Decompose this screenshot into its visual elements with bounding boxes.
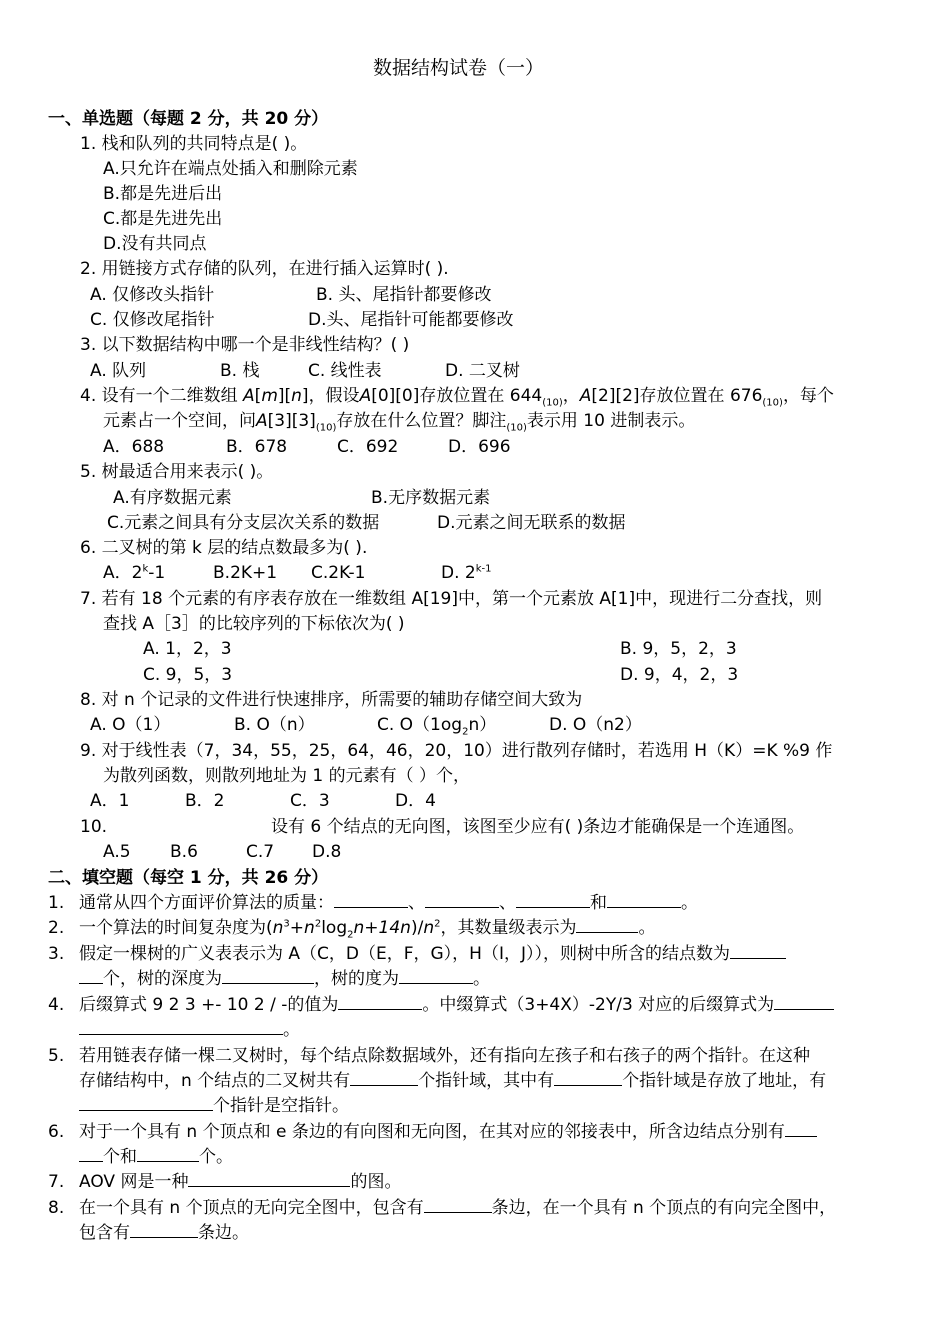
question-1-stem: 1. 栈和队列的共同特点是( )。 [80,134,308,154]
fill-6-line1: 对于一个具有 n 个顶点和 e 条边的有向图和无向图，在其对应的邻接表中，所含边结点分别有 [79,1121,817,1143]
question-3-option-d: D. 二叉树 [445,361,520,381]
question-1-option-a: A.只允许在端点处插入和删除元素 [103,159,358,179]
question-10-option-c: C.7 [246,842,275,862]
question-8-option-d: D. O（n2） [549,715,642,735]
fill-7-number: 7. [48,1172,65,1192]
question-5-stem: 5. 树最适合用来表示( )。 [80,462,274,482]
question-1-option-d: D.没有共同点 [103,234,207,254]
question-8-stem: 8. 对 n 个记录的文件进行快速排序，所需要的辅助存储空间大致为 [80,690,583,710]
fill-4-line1: 后缀算式 9 2 3 +- 10 2 / -的值为 。中缀算式（3+4X）-2Y/3 对应的后缀算式为 [79,994,834,1016]
fill-8-number: 8. [48,1198,65,1218]
fill-5-line2: 存储结构中，n 个结点的二叉树共有 个指针域，其中有 个指针域是存放了地址，有 [79,1071,827,1091]
fill-6-number: 6. [48,1122,65,1142]
question-7-option-b: B. 9，5，2，3 [620,639,737,659]
fill-4-line2: 。 [79,1019,300,1041]
fill-5-line1: 若用链表存储一棵二叉树时，每个结点除数据域外，还有指向左孩子和右孩子的两个指针。在这种 [79,1046,810,1066]
question-10-option-b: B.6 [170,842,198,862]
question-2-option-d: D.头、尾指针可能都要修改 [308,310,514,330]
question-8-option-b: B. O（n） [234,715,315,735]
fill-6-line2: 个和 个。 [79,1146,233,1168]
question-6-option-d: D. 2$^{k-1}$ [441,563,492,583]
fill-2-text: 一个算法的时间复杂度为$(n^3+n^2\log_2n+14n)/n^2$，其数量级表示为 。 [79,918,656,941]
question-9-option-d: D．4 [395,791,436,811]
question-10-number: 10. [80,817,108,837]
fill-7-text: AOV 网是一种 的图。 [79,1172,402,1192]
question-3-option-a: A. 队列 [90,361,147,381]
question-9-option-b: B．2 [185,791,225,811]
question-7-stem-line2: 查找 A［3］的比较序列的下标依次为( ) [103,614,405,634]
question-8-option-c: C. $O(1og_2n)$ [377,715,497,738]
question-5-option-b: B.无序数据元素 [371,488,491,508]
fill-5-line3: 个指针是空指针。 [79,1095,349,1117]
question-2-option-c: C. 仅修改尾指针 [90,310,215,330]
question-9-option-c: C．3 [290,791,330,811]
question-4-option-a: A．688 [103,437,165,457]
question-4-stem-line2: 元素占一个空间，问$A[3][3]_{(10)}$存放在什么位置？脚注$_{(10)}$表示用 10 进制表示。 [103,411,696,434]
fill-3-number: 3. [48,944,65,964]
question-5-option-d: D.元素之间无联系的数据 [437,513,626,533]
question-10-stem: 设有 6 个结点的无向图，该图至少应有( )条边才能确保是一个连通图。 [271,817,805,837]
question-2-stem: 2. 用链接方式存储的队列，在进行插入运算时( ). [80,259,449,279]
question-2-option-a: A. 仅修改头指针 [90,285,215,305]
question-7-option-a: A. 1，2，3 [143,639,232,659]
question-5-option-a: A.有序数据元素 [113,488,232,508]
fill-2-number: 2. [48,918,65,938]
section-heading-fill-in: 二、填空题（每空 1 分，共 26 分） [48,868,329,888]
question-8-option-a: A. O（1） [90,715,171,735]
question-5-option-c: C.元素之间具有分支层次关系的数据 [107,513,380,533]
question-4-option-c: C．692 [337,437,399,457]
question-3-option-c: C. 线性表 [308,361,382,381]
question-2-option-b: B. 头、尾指针都要修改 [316,285,492,305]
fill-1-text: 通常从四个方面评价算法的质量： 、 、 和 。 [79,893,698,913]
question-9-stem-line1: 9. 对于线性表（7，34，55，25，64，46，20，10）进行散列存储时，若选用 H（K）=K %9 作 [80,741,833,761]
question-3-stem: 3. 以下数据结构中哪一个是非线性结构？( ) [80,335,410,355]
question-9-stem-line2: 为散列函数，则散列地址为 1 的元素有（ ）个， [103,766,471,786]
question-6-option-a: A．2$^k$-1 [103,563,166,583]
fill-8-line2: 包含有 条边。 [79,1223,249,1243]
question-10-option-a: A.5 [103,842,131,862]
page-title: 数据结构试卷（一） [373,57,545,79]
question-6-option-b: B.2K+1 [213,563,278,583]
question-4-option-b: B．678 [226,437,288,457]
fill-1-number: 1. [48,893,65,913]
question-3-option-b: B. 栈 [220,361,260,381]
question-4-option-d: D．696 [448,437,511,457]
question-7-stem-line1: 7. 若有 18 个元素的有序表存放在一维数组 A[19]中，第一个元素放 A[1]中，现进行二分查找，则 [80,589,823,609]
fill-5-number: 5. [48,1046,65,1066]
section-heading-single-choice: 一、单选题（每题 2 分，共 20 分） [48,109,329,129]
question-1-option-c: C.都是先进先出 [103,209,223,229]
question-7-option-d: D. 9，4，2，3 [620,665,739,685]
fill-3-line2: 个，树的深度为 ，树的度为 。 [79,968,490,990]
question-4-stem-line1: 4. 设有一个二维数组 A[m][n]，假设A[0][0]存放位置在 $644_{(10)}$，A[2][2]存放位置在 $676_{(10)}$，每个 [80,386,834,409]
question-1-option-b: B.都是先进后出 [103,184,223,204]
question-6-stem: 6. 二叉树的第 k 层的结点数最多为( ). [80,538,368,558]
question-6-option-c: C.2K-1 [311,563,366,583]
question-10-option-d: D.8 [312,842,342,862]
fill-3-line1: 假定一棵树的广义表表示为 A（C，D（E，F，G），H（I，J）），则树中所含的结点数为 [79,943,786,965]
question-7-option-c: C. 9，5，3 [143,665,233,685]
question-9-option-a: A．1 [90,791,130,811]
fill-8-line1: 在一个具有 n 个顶点的无向完全图中，包含有 条边，在一个具有 n 个顶点的有向完全图中， [79,1198,837,1218]
fill-4-number: 4. [48,995,65,1015]
